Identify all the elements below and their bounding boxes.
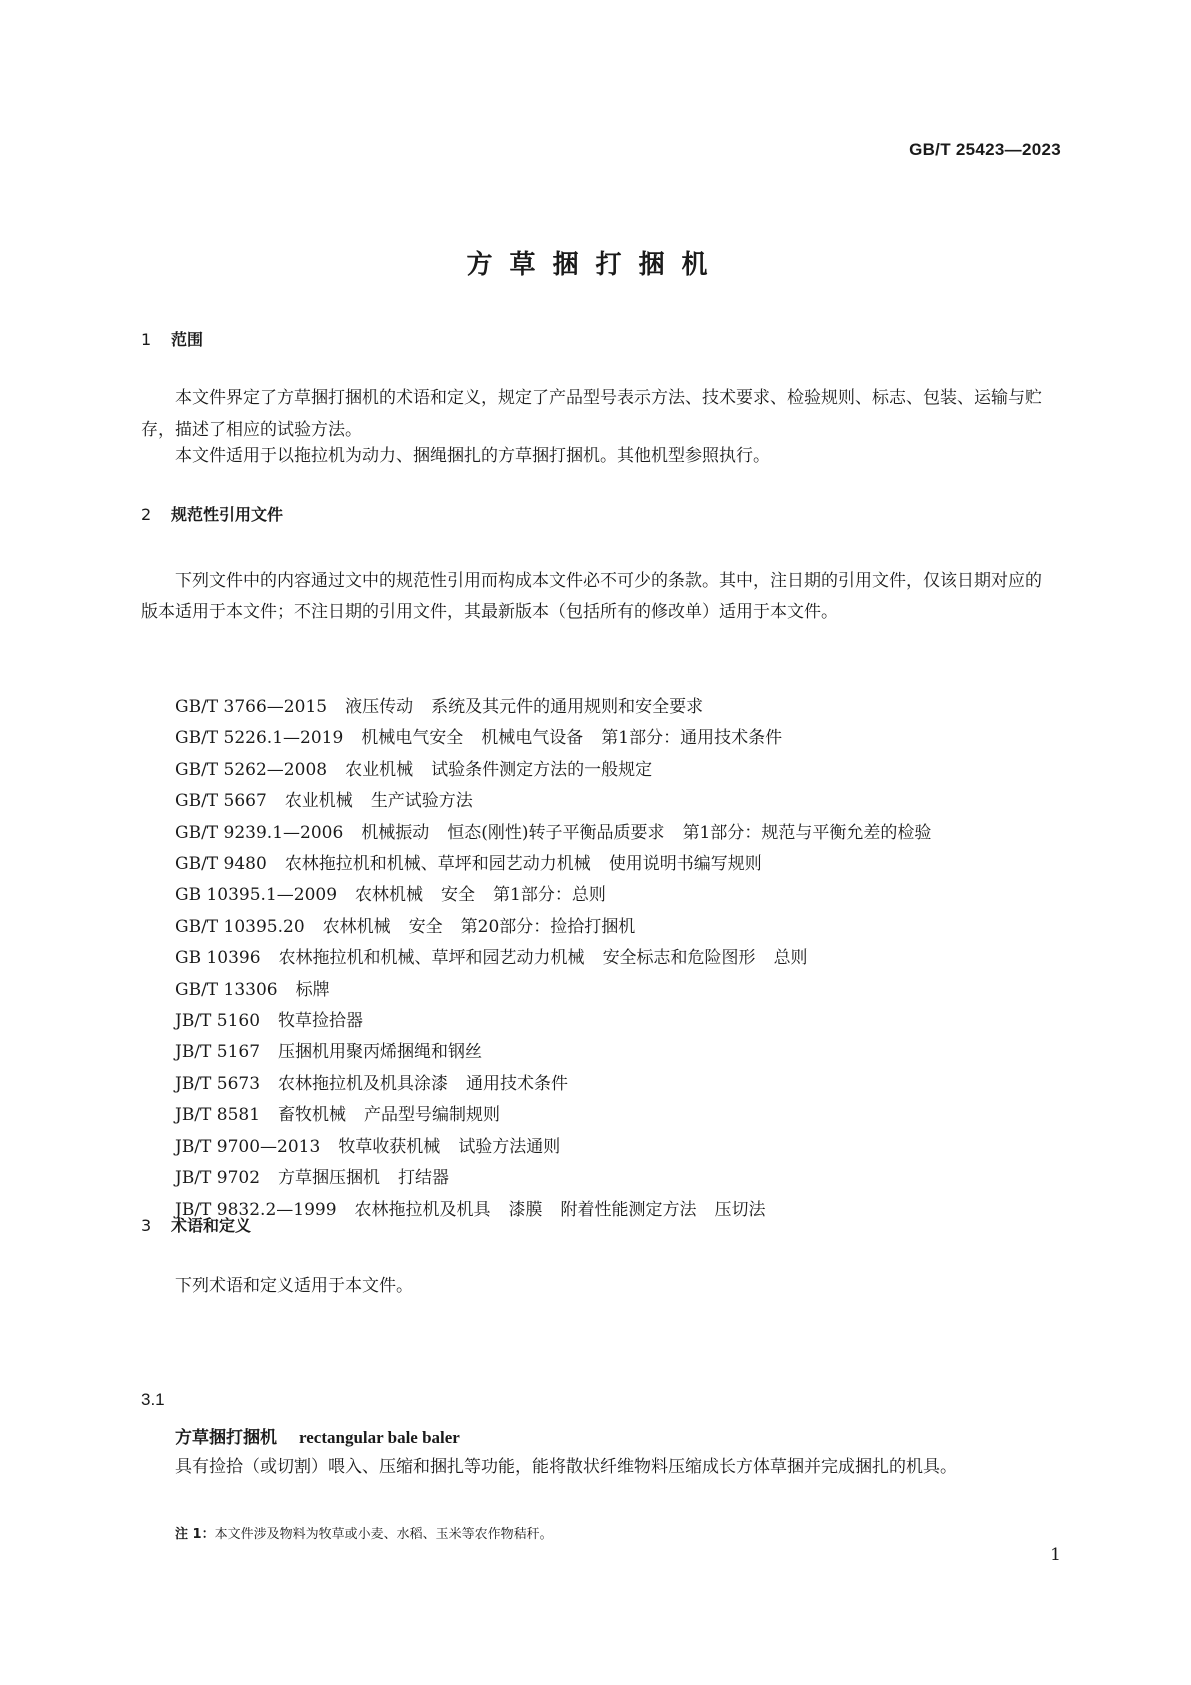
term-note (175, 1523, 553, 1542)
reference-title-part: 农业机械 (284, 791, 353, 812)
term-definition: 具有捡拾（或切割）喂入、压缩和捆扎等功能，能将散状纤维物料压缩成长方体草捆并完成捆扎的机具。 (175, 1457, 957, 1477)
reference-title-part: 农林机械 (322, 916, 391, 937)
reference-code: JB/T 5167 (175, 1042, 261, 1063)
reference-title-part: 压捆机用聚丙烯捆绳和钢丝 (278, 1042, 483, 1063)
reference-title-part: 第1部分：总则 (493, 885, 606, 906)
reference-item (141, 975, 1057, 1006)
reference-code: GB/T 5262—2008 (175, 759, 328, 780)
reference-title-part: 农林拖拉机及机具涂漆 (278, 1073, 449, 1094)
reference-code: JB/T 9832.2—1999 (175, 1199, 337, 1220)
reference-item (141, 692, 1057, 723)
reference-item (141, 943, 1057, 974)
page-number: 1 (1050, 1545, 1061, 1565)
reference-item (141, 1006, 1057, 1037)
normative-references-list (141, 692, 1057, 1226)
section-2-heading (141, 502, 283, 525)
reference-code: JB/T 5160 (175, 1011, 261, 1032)
reference-item (141, 786, 1057, 817)
reference-code: GB/T 3766—2015 (175, 697, 328, 717)
paragraph: 本文件适用于以拖拉机为动力、捆绳捆扎的方草捆打捆机。其他机型参照执行。 (175, 446, 770, 466)
reference-title-part: 第1部分：通用技术条件 (601, 728, 783, 749)
reference-code: JB/T 9702 (175, 1168, 261, 1189)
reference-title-part: 机械电气安全 (361, 728, 464, 749)
note-label: 注 1： (175, 1527, 215, 1542)
reference-title-part: 农林拖拉机和机械、草坪和园艺动力机械 (284, 854, 591, 875)
reference-title-part: 畜牧机械 (278, 1105, 347, 1126)
note-text: 本文件涉及物料为牧草或小麦、水稻、玉米等农作物秸秆。 (214, 1527, 553, 1542)
reference-title-part: 牧草捡拾器 (278, 1011, 364, 1032)
reference-item (141, 1163, 1057, 1194)
reference-code: JB/T 8581 (175, 1105, 261, 1126)
reference-title-part: 系统及其元件的通用规则和安全要求 (431, 697, 704, 717)
section-1-heading (141, 327, 203, 350)
paragraph: 下列术语和定义适用于本文件。 (175, 1276, 413, 1296)
reference-code: GB 10396 (175, 948, 261, 969)
reference-item (141, 1132, 1057, 1163)
reference-item (141, 1100, 1057, 1131)
document-id: GB/T 25423—2023 (909, 140, 1061, 159)
term-number: 3.1 (141, 1390, 165, 1409)
reference-title-part: 第1部分：规范与平衡允差的检验 (682, 822, 932, 843)
section-number: 1 (141, 330, 152, 349)
page-title: 方草捆打捆机 (466, 250, 725, 280)
reference-title-part: 通用技术条件 (466, 1073, 569, 1094)
reference-title-part: 安全标志和危险图形 (602, 948, 756, 969)
reference-item (141, 1195, 1057, 1226)
reference-title-part: 附着性能测定方法 (560, 1199, 697, 1220)
reference-code: GB/T 10395.20 (175, 916, 305, 937)
reference-title-part: 第20部分：捡拾打捆机 (460, 916, 636, 937)
reference-title-part: 机械电气设备 (481, 728, 584, 749)
reference-title-part: 农林机械 (355, 885, 424, 906)
reference-title-part: 压切法 (714, 1199, 766, 1220)
paragraph: 本文件界定了方草捆打捆机的术语和定义，规定了产品型号表示方法、技术要求、检验规则、标志、包装、运输与贮存，描述了相应的试验方法。 (141, 388, 1042, 440)
reference-item (141, 1037, 1057, 1068)
reference-item (141, 755, 1057, 786)
reference-code: GB/T 5667 (175, 791, 267, 812)
reference-item (141, 1069, 1057, 1100)
reference-code: JB/T 9700—2013 (175, 1136, 321, 1157)
reference-title-part: 方草捆压捆机 (278, 1168, 381, 1189)
reference-title-part: 试验条件测定方法的一般规定 (431, 759, 653, 780)
paragraph: 下列文件中的内容通过文中的规范性引用而构成本文件必不可少的条款。其中，注日期的引用文件，仅该日期对应的版本适用于本文件；不注日期的引用文件，其最新版本（包括所有的修改单）适用于本文件。 (141, 571, 1042, 622)
section-number: 3 (141, 1216, 152, 1235)
section-title: 术语和定义 (171, 1216, 252, 1235)
section-number: 2 (141, 505, 152, 524)
reference-title-part: 产品型号编制规则 (364, 1105, 501, 1126)
reference-title-part: 农业机械 (345, 759, 414, 780)
reference-title-part: 安全 (408, 916, 443, 937)
term-name-en: rectangular bale baler (299, 1428, 460, 1447)
reference-title-part: 农林拖拉机及机具 (354, 1199, 491, 1220)
section-title: 规范性引用文件 (171, 505, 284, 524)
reference-title-part: 试验方法通则 (458, 1136, 561, 1157)
reference-title-part: 漆膜 (508, 1199, 543, 1220)
reference-title-part: 恒态(刚性)转子平衡品质要求 (447, 822, 665, 843)
section-3-heading (141, 1213, 251, 1236)
reference-item (141, 880, 1057, 911)
reference-title-part: 牧草收获机械 (338, 1136, 441, 1157)
reference-code: GB/T 13306 (175, 979, 278, 1000)
term-name-zh: 方草捆打捆机 (175, 1428, 277, 1448)
reference-title-part: 安全 (441, 885, 476, 906)
section-title: 范围 (171, 330, 204, 349)
reference-code: GB/T 9239.1—2006 (175, 822, 344, 843)
reference-title-part: 机械振动 (361, 822, 430, 843)
reference-title-part: 液压传动 (345, 697, 414, 717)
reference-item (141, 818, 1057, 849)
reference-code: GB/T 5226.1—2019 (175, 728, 344, 749)
reference-title-part: 生产试验方法 (370, 791, 473, 812)
reference-title-part: 使用说明书编写规则 (608, 854, 762, 875)
reference-code: JB/T 5673 (175, 1073, 261, 1094)
reference-title-part: 标牌 (295, 979, 330, 1000)
reference-item (141, 723, 1057, 754)
reference-title-part: 打结器 (398, 1168, 450, 1189)
reference-title-part: 总则 (773, 948, 808, 969)
reference-code: GB 10395.1—2009 (175, 885, 338, 906)
reference-item (141, 912, 1057, 943)
reference-item (141, 849, 1057, 880)
term-name (175, 1423, 460, 1448)
reference-code: GB/T 9480 (175, 854, 267, 875)
reference-title-part: 农林拖拉机和机械、草坪和园艺动力机械 (278, 948, 585, 969)
